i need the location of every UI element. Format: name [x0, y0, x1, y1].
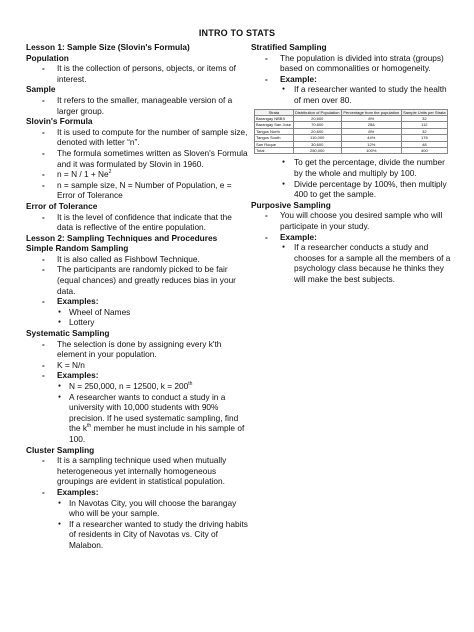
error-heading: Error of Tolerance [26, 200, 98, 211]
systematic-heading: Systematic Sampling [26, 328, 110, 339]
table-cell: 32 [401, 115, 447, 121]
formula-text: n = N / 1 + Ne [57, 169, 109, 180]
formula-exponent: 2 [108, 169, 112, 176]
simple-random-item: - The participants are randomly picked to be fair (equal chances) and greatly reduces bias in your data. [26, 264, 248, 296]
table-cell: 100% [341, 148, 401, 154]
table-cell: Barangay San Jose [255, 122, 294, 128]
population-heading: Population [26, 52, 69, 63]
examples-label: - Examples: [26, 370, 248, 381]
example-label: - Example: [251, 232, 451, 243]
table-cell: San Roque [255, 141, 294, 147]
stratified-item: - The population is divided into strata (groups) based on commonalities or homogeneity. [251, 53, 451, 74]
systematic-item: - The selection is done by assigning every k'th element in your population. [26, 339, 248, 360]
example-item: ● Lottery [26, 317, 248, 328]
strata-table [254, 109, 448, 155]
examples-label: - Examples: [26, 296, 248, 307]
table-row [255, 148, 448, 154]
slovin-item: - n = sample size, N = Number of Population, e = Error of Tolerance [26, 180, 248, 201]
simple-random-heading: Simple Random Sampling [26, 243, 129, 254]
example-item [26, 381, 248, 392]
table-cell: 44% [341, 135, 401, 141]
superscript: th [188, 381, 193, 388]
table-cell: 400 [401, 148, 447, 154]
examples-label: - Examples: [26, 487, 248, 498]
table-cell: 28& [341, 122, 401, 128]
sample-definition: - It refers to the smaller, manageable version of a larger group. [26, 95, 248, 116]
column-header: Percentage from the population [341, 109, 401, 115]
example-text: N = 250,000, n = 12500, k = 200 [69, 381, 189, 391]
right-column [251, 42, 451, 285]
population-definition: - It is the collection of persons, objects, or items of interest. [26, 63, 248, 84]
table-cell: 48 [401, 141, 447, 147]
table-cell: Total [255, 148, 294, 154]
sample-heading: Sample [26, 84, 56, 95]
table-cell: 20,600 [293, 128, 341, 134]
slovin-item: - The formula sometimes written as Sloven's Formula and it was formulated by Slovin in 1960. [26, 148, 248, 169]
left-column [26, 42, 248, 551]
purposive-item: - You will choose you desired sample who will participate in your study. [251, 210, 451, 231]
lesson-2-heading: Lesson 2: Sampling Techniques and Procedures [26, 232, 218, 243]
table-cell: 12% [341, 141, 401, 147]
superscript: th [87, 423, 92, 430]
table-cell: Tangos South [255, 135, 294, 141]
example-item: ● If a researcher conducts a study and chooses for a sample all the members of a psychology class because he thinks they will make the best subjects. [251, 242, 451, 284]
systematic-item: - K = N/n [26, 360, 248, 371]
example-text: A researcher wants to conduct a study in a university with 10,000 students with 90% precision. If he used systematic sampling, find the k [69, 391, 239, 434]
table-cell: 110,000 [293, 135, 341, 141]
example-text: member he must include in his sample of 100. [69, 423, 245, 444]
example-label: - Example: [251, 74, 451, 85]
table-cell: 8% [341, 115, 401, 121]
table-cell: 70,600 [293, 122, 341, 128]
table-cell: 176 [401, 135, 447, 141]
document-title: INTRO TO STATS [198, 28, 276, 38]
table-cell: 20,600 [293, 115, 341, 121]
slovin-formula [26, 169, 248, 180]
example-item: ● If a researcher wanted to study the health of men over 80. [251, 84, 451, 105]
stratified-heading: Stratified Sampling [251, 42, 327, 52]
column-header: Distribution of Population [294, 109, 340, 115]
table-cell: 32 [401, 128, 447, 134]
cluster-heading: Cluster Sampling [26, 444, 95, 455]
table-cell: 112 [401, 122, 447, 128]
example-item [26, 392, 248, 445]
slovin-item: - It is used to compute for the number of sample size, denoted with letter “n”. [26, 127, 248, 148]
calculation-note: ● Divide percentage by 100%, then multiply 400 to get the sample. [251, 179, 451, 200]
table-cell: 250,000 [293, 148, 341, 154]
column-header: Strata [255, 109, 294, 115]
table-cell: 8% [341, 128, 401, 134]
lesson-1-heading: Lesson 1: Sample Size (Slovin's Formula) [26, 42, 190, 52]
example-item: ● If a researcher wanted to study the driving habits of residents in City of Navotas vs. City of Malabon. [26, 519, 248, 551]
example-item: ● In Navotas City, you will choose the barangay who will be your sample. [26, 498, 248, 519]
table-cell: Tangos North [255, 128, 294, 134]
table-cell: 30,600 [293, 141, 341, 147]
calculation-note: ● To get the percentage, divide the number by the whole and multiply by 100. [251, 157, 451, 178]
simple-random-item: - It is also called as Fishbowl Technique. [26, 254, 248, 265]
column-header: Sample Units per Strata [403, 109, 446, 115]
purposive-heading: Purposive Sampling [251, 199, 331, 210]
error-definition: - It is the level of confidence that indicate that the data is reflective of the entire population. [26, 212, 248, 233]
cluster-item: - It is a sampling technique used when mutually heterogeneous yet internally homogeneous groupings are evident in statistical population. [26, 455, 248, 487]
slovin-heading: Slovin's Formula [26, 116, 93, 127]
table-cell: Barangay NBBS [255, 115, 294, 121]
example-item: ● Wheel of Names [26, 307, 248, 318]
